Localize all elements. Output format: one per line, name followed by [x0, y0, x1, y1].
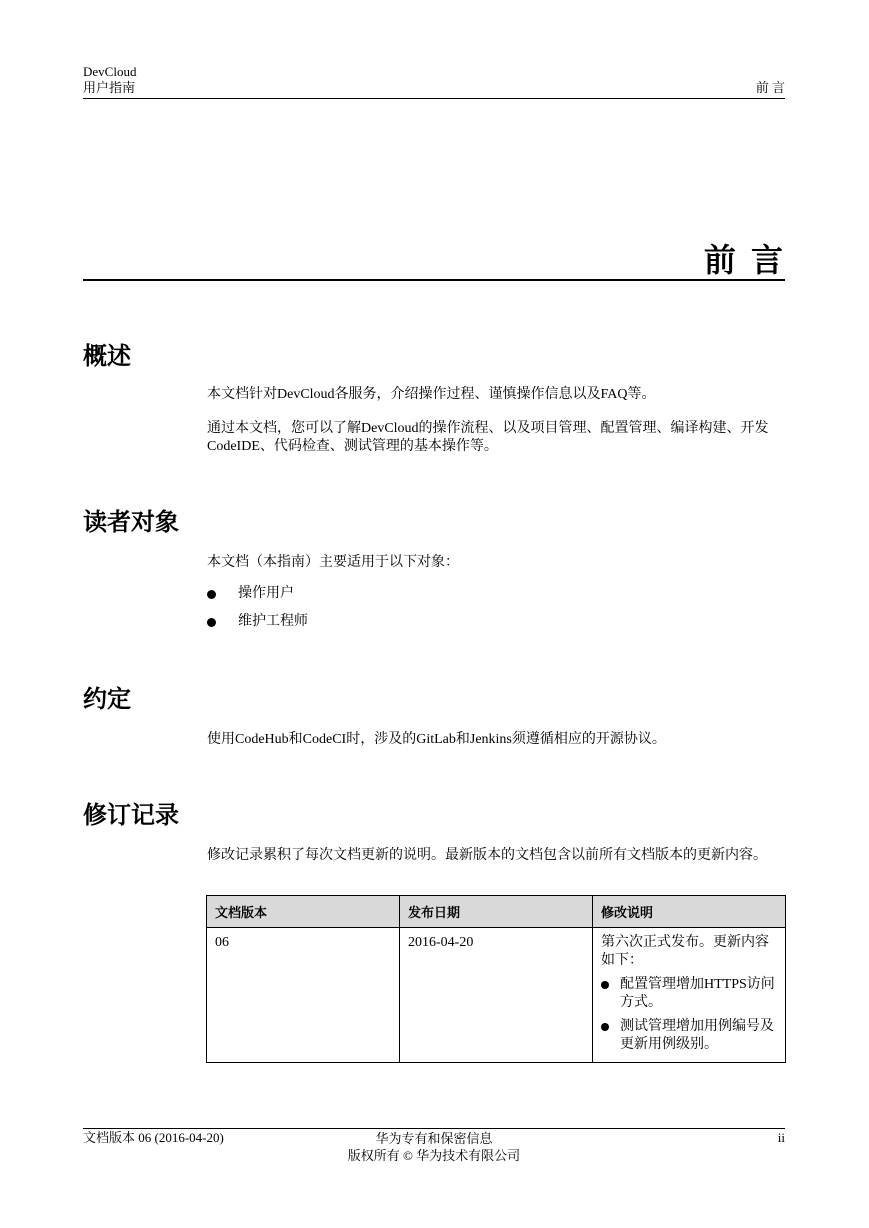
list-item	[601, 1018, 777, 1054]
column-header-version: 文档版本	[207, 896, 400, 928]
section-title-audience: 读者对象	[83, 508, 179, 536]
table-header-row	[207, 896, 786, 928]
list-item	[207, 613, 308, 631]
description-intro: 第六次正式发布。更新内容如下：	[601, 935, 769, 968]
footer-version-info: 文档版本 06 (2016-04-20)	[83, 1130, 224, 1145]
bullet-dot-icon	[601, 1023, 609, 1031]
section-title-revisions: 修订记录	[83, 801, 179, 829]
bullet-dot-icon	[601, 981, 609, 989]
list-item-label: 测试管理增加用例编号及更新用例级别。	[620, 1019, 774, 1052]
cell-date: 2016-04-20	[400, 928, 593, 1063]
list-item-label: 操作用户	[238, 586, 294, 601]
cell-version: 06	[207, 928, 400, 1063]
audience-paragraph: 本文档（本指南）主要适用于以下对象：	[207, 555, 459, 570]
list-item-label: 维护工程师	[238, 614, 308, 629]
chapter-rule	[83, 279, 785, 281]
header-section: 前 言	[755, 80, 785, 95]
footer-confidential: 华为专有和保密信息	[375, 1131, 493, 1146]
footer-center	[334, 1130, 534, 1164]
revision-table	[206, 895, 786, 1063]
footer-rule	[83, 1128, 785, 1129]
overview-paragraph-1: 本文档针对DevCloud各服务，介绍操作过程、谨慎操作信息以及FAQ等。	[207, 387, 656, 402]
bullet-dot-icon	[207, 590, 216, 599]
header-doc-name: 用户指南	[83, 80, 136, 95]
overview-paragraph-2: 通过本文档，您可以了解DevCloud的操作流程、以及项目管理、配置管理、编译构建、开发CodeIDE、代码检查、测试管理的基本操作等。	[207, 421, 769, 454]
header-product: DevCloud	[83, 64, 137, 79]
list-item	[207, 585, 294, 603]
section-title-overview: 概述	[83, 342, 131, 370]
column-header-date: 发布日期	[400, 896, 593, 928]
revisions-paragraph: 修改记录累积了每次文档更新的说明。最新版本的文档包含以前所有文档版本的更新内容。	[207, 848, 767, 863]
list-item-label: 配置管理增加HTTPS访问方式。	[620, 977, 775, 1010]
chapter-title: 前 言	[703, 241, 785, 279]
list-item	[601, 976, 777, 1012]
section-title-conventions: 约定	[83, 685, 131, 713]
footer-copyright: 版权所有 © 华为技术有限公司	[347, 1148, 521, 1163]
column-header-description: 修改说明	[593, 896, 786, 928]
bullet-dot-icon	[207, 618, 216, 627]
running-header-left	[83, 64, 136, 96]
header-rule	[83, 98, 785, 99]
page-number: ii	[777, 1130, 785, 1145]
conventions-paragraph: 使用CodeHub和CodeCI时，涉及的GitLab和Jenkins须遵循相应的开源协议。	[207, 732, 666, 747]
cell-description	[593, 928, 786, 1063]
table-row	[207, 928, 786, 1063]
